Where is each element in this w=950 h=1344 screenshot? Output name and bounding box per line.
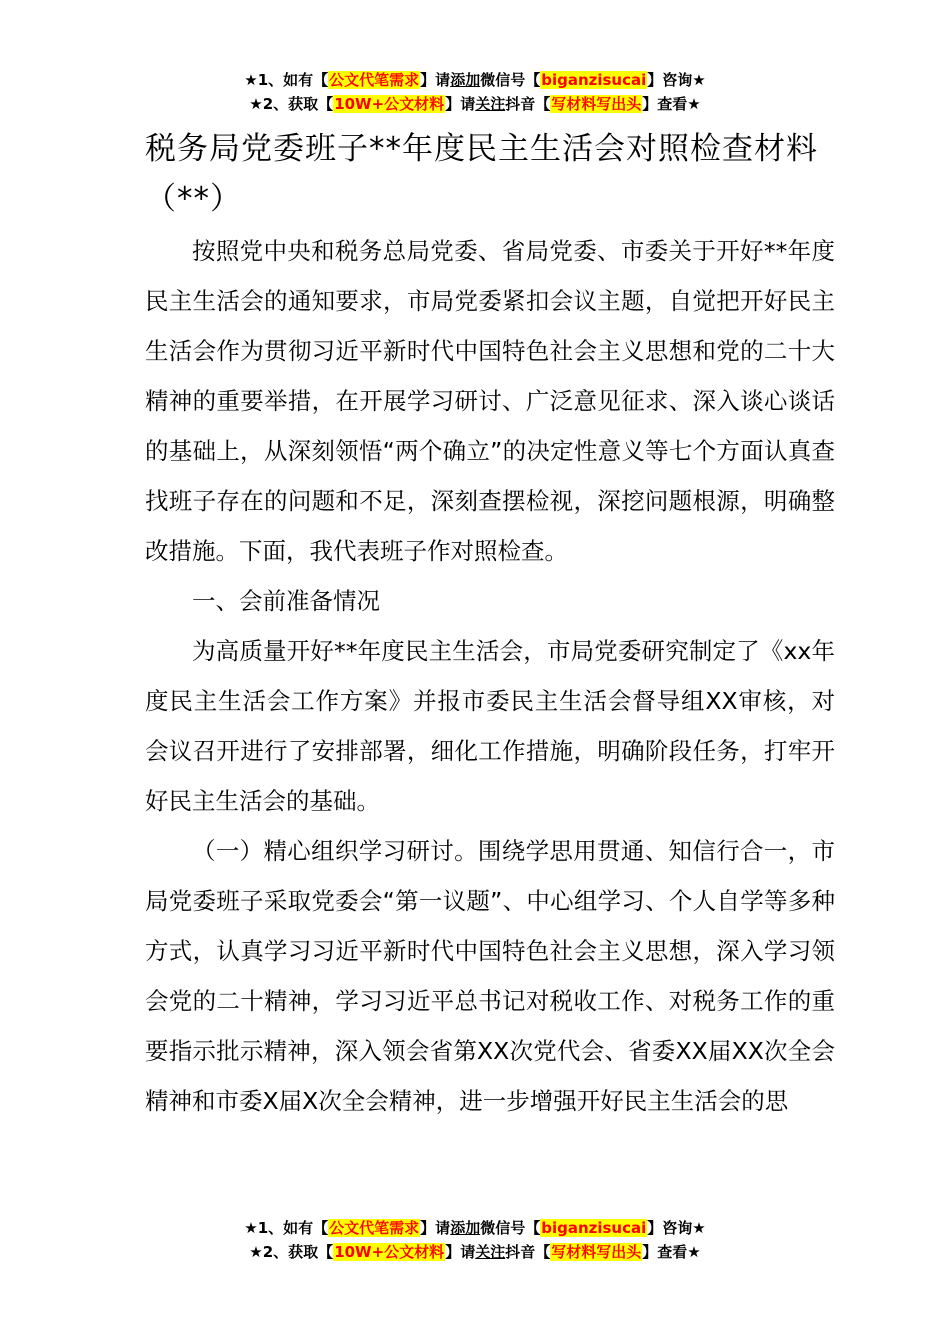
banner-text: 抖音【 [505,1243,551,1261]
document-body [145,226,835,1126]
banner-underline: 关注 [475,95,506,113]
banner-highlight: 10W+公文材料 [334,1243,445,1261]
banner-underline: 添加 [450,71,481,89]
banner-text: ★1、如有【 [244,71,329,89]
banner-text: 】咨询★ [647,71,706,89]
banner-text: 】查看★ [642,95,701,113]
banner-text: ★1、如有【 [244,1219,329,1237]
banner-line-2 [0,92,950,116]
banner-text: 】请 [420,1219,451,1237]
banner-underline: 关注 [475,1243,506,1261]
banner-line-2 [0,1240,950,1264]
paragraph: 为高质量开好**年度民主生活会，市局党委研究制定了《xx年度民主生活会工作方案》并报市委民主生活会督导组XX审核，对会议召开进行了安排部署，细化工作措施，明确阶段任务，打牢开好民主生活会的基础。 [145,637,835,815]
banner-text: 】请 [445,95,476,113]
document-title: 税务局党委班子**年度民主生活会对照检查材料（**） [145,131,818,217]
paragraph: （一）精心组织学习研讨。围绕学思用贯通、知信行合一，市局党委班子采取党委会“第一议题”、中心组学习、个人自学等多种方式，认真学习习近平新时代中国特色社会主义思想，深入学习领会党的二十精神，学习习近平总书记对税收工作、对税务工作的重要指示批示精神，深入领会省第XX次党代会、省委XX届XX次全会精神和市委X届X次全会精神，进一步增强开好民主生活会的思 [145,837,835,1115]
banner-underline: 添加 [450,1219,481,1237]
banner-text: 微信号【 [480,1219,541,1237]
banner-highlight: 写材料写出头 [551,95,642,113]
banner-text: ★2、获取【 [249,95,334,113]
banner-highlight: 10W+公文材料 [334,95,445,113]
banner-highlight: biganzisucai [541,71,647,89]
top-banner [0,68,950,116]
banner-text: 抖音【 [505,95,551,113]
paragraph: 按照党中央和税务总局党委、省局党委、市委关于开好**年度民主生活会的通知要求，市局党委紧扣会议主题，自觉把开好民主生活会作为贯彻习近平新时代中国特色社会主义思想和党的二十大精神的重要举措，在开展学习研讨、广泛意见征求、深入谈心谈话的基础上，从深刻领悟“两个确立”的决定性意义等七个方面认真查找班子存在的问题和不足，深刻查摆检视，深挖问题根源，明确整改措施。下面，我代表班子作对照检查。 [145,237,835,565]
banner-highlight: 公文代笔需求 [329,1219,420,1237]
banner-highlight: 公文代笔需求 [329,71,420,89]
banner-text: 微信号【 [480,71,541,89]
banner-text: ★2、获取【 [249,1243,334,1261]
banner-highlight: 写材料写出头 [551,1243,642,1261]
banner-line-1 [0,1216,950,1240]
banner-text: 】请 [420,71,451,89]
section-heading: 一、会前准备情况 [192,587,380,615]
bottom-banner [0,1216,950,1264]
banner-text: 】查看★ [642,1243,701,1261]
banner-text: 】请 [445,1243,476,1261]
banner-text: 】咨询★ [647,1219,706,1237]
banner-line-1 [0,68,950,92]
banner-highlight: biganzisucai [541,1219,647,1237]
